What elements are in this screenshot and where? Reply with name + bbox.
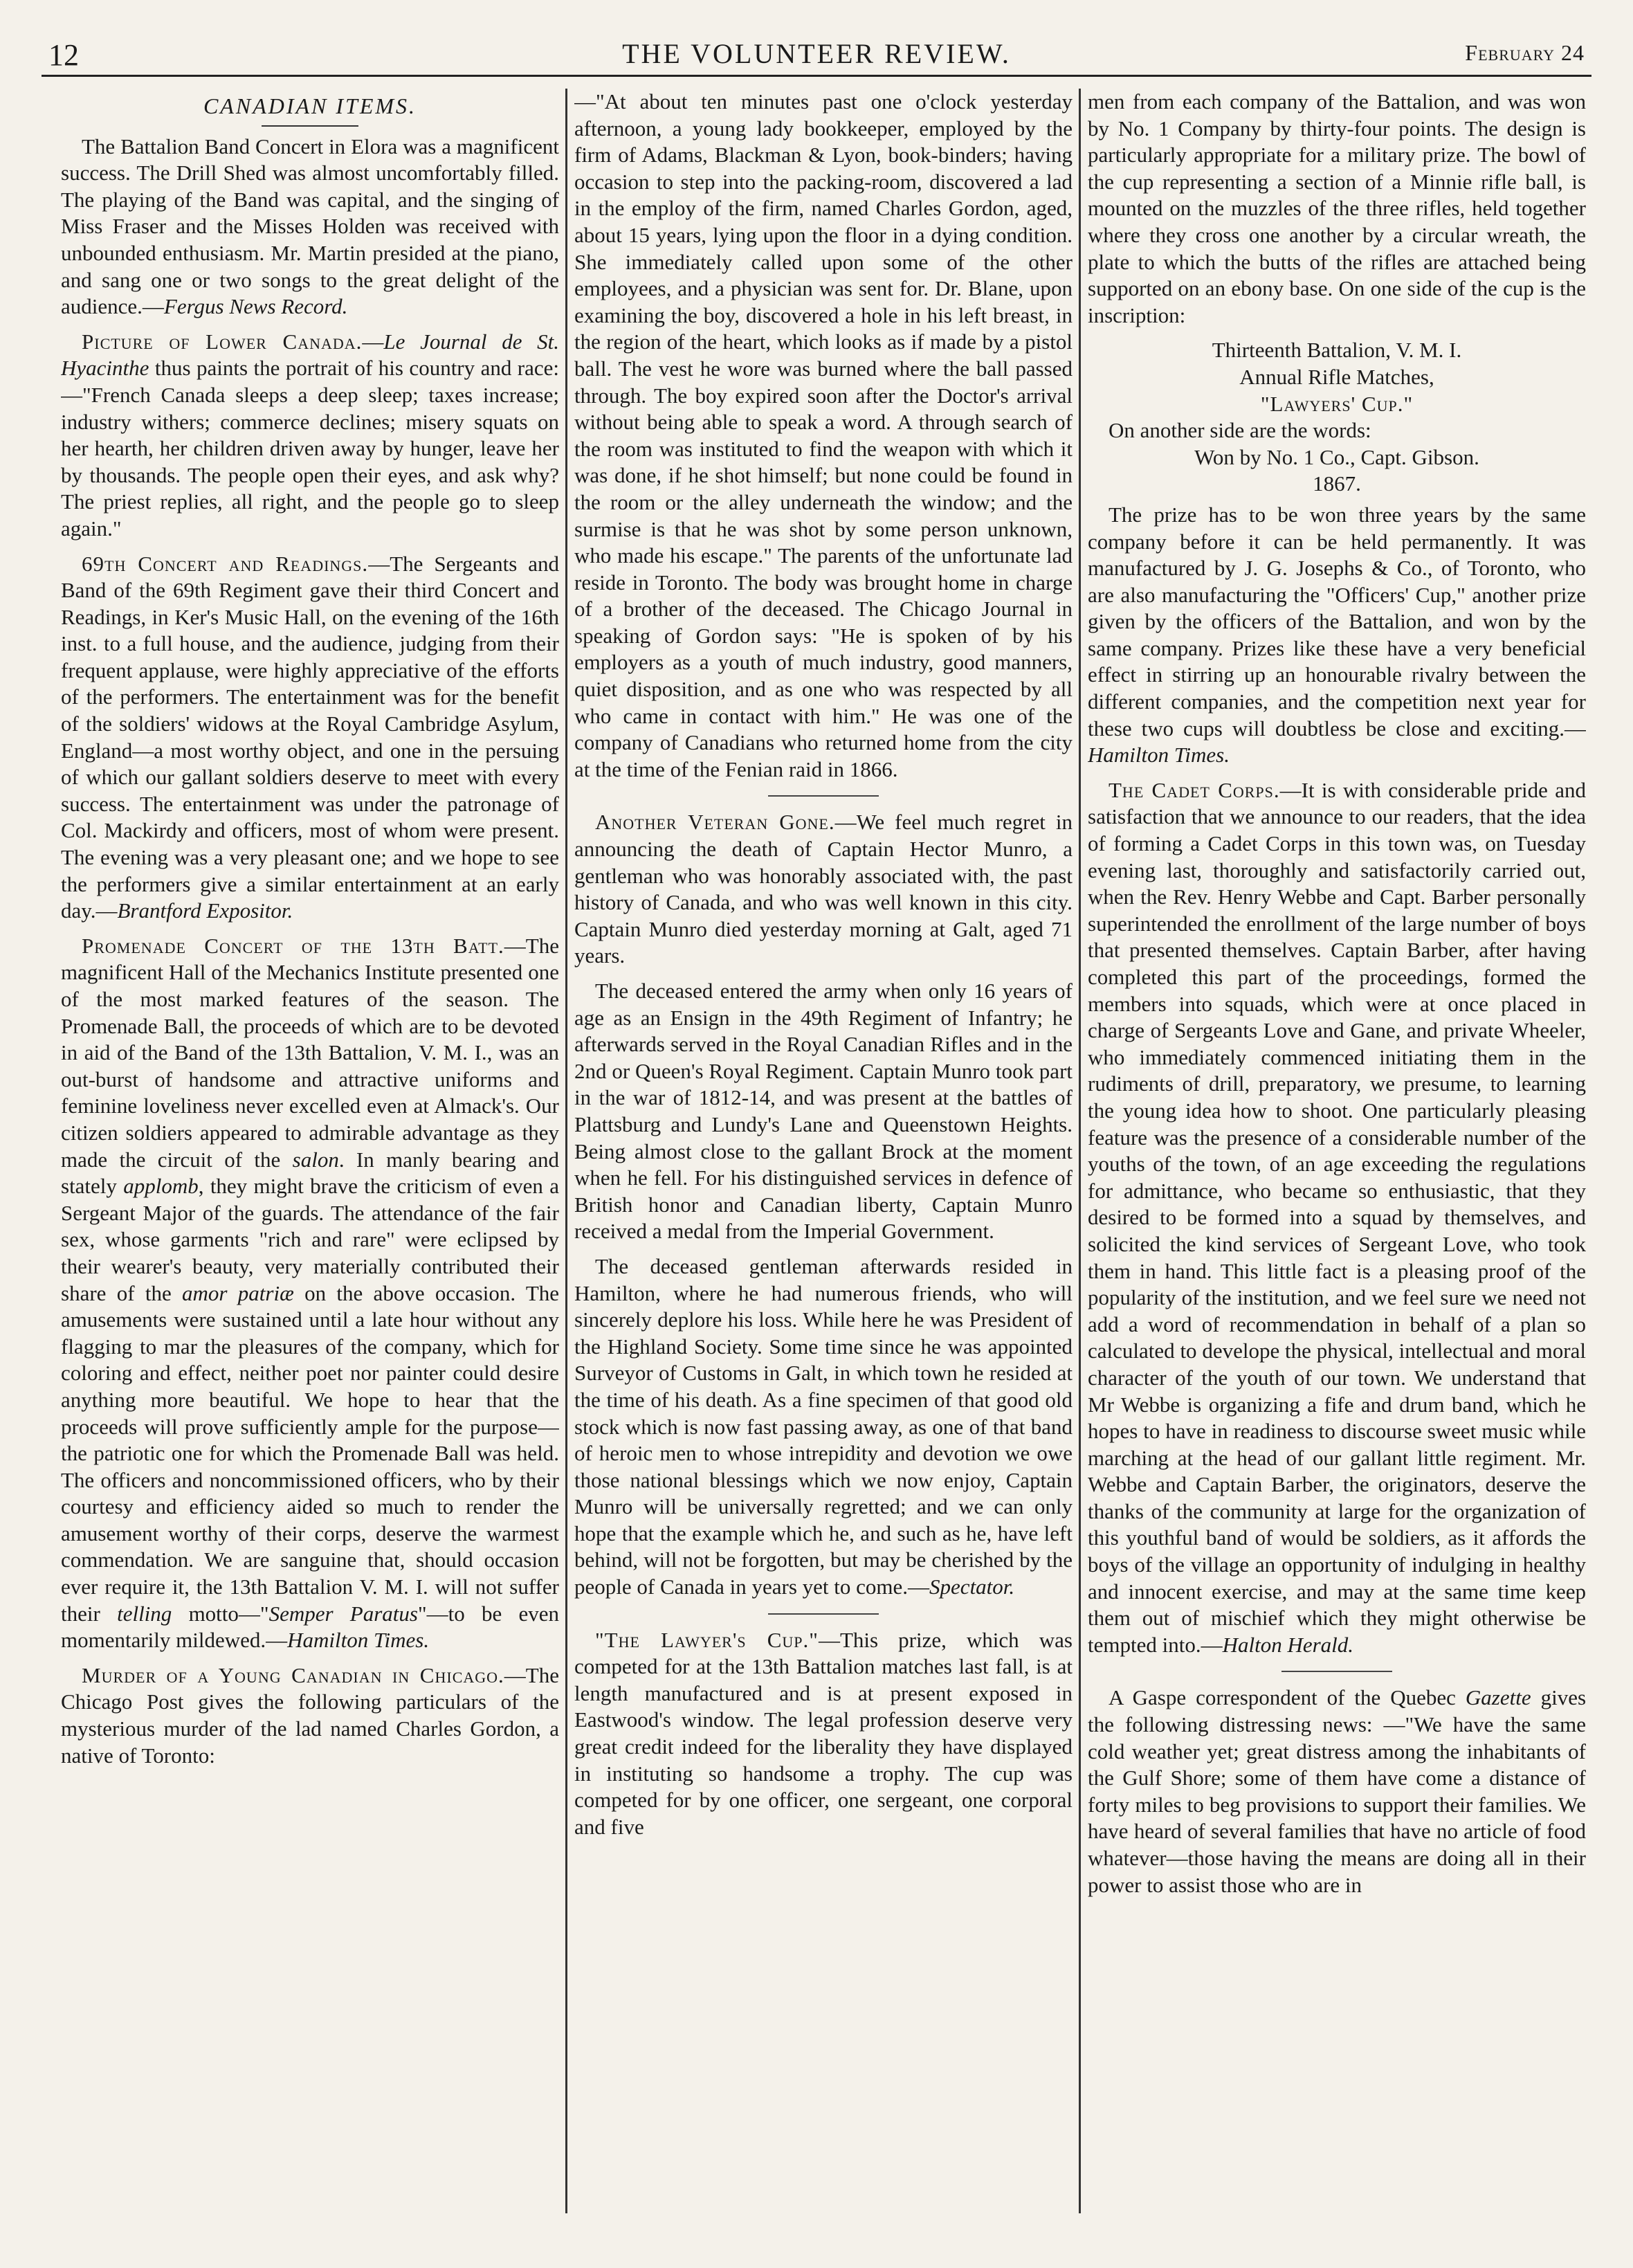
inscription-line: 1867. <box>1313 471 1361 496</box>
article-title: Another Veteran Gone. <box>595 810 835 835</box>
article-source: Fergus News Record. <box>163 294 348 319</box>
article-title: "The Lawyer's Cup." <box>595 1627 819 1652</box>
column-divider <box>565 89 567 2213</box>
column-1 <box>61 89 559 2234</box>
article-cadet-corps: The Cadet Corps.—It is with considerable pride and satisfaction that we announce to our readers, that the idea of forming a Cadet Corps in this town was, on Tuesday evening last, thoroughly and satisfactorily carried out, when the Rev. Henry Webbe and Capt. Barber personally superintended the enrollment of the large number of boys that presented themselves. Captain Barber, after having completed this part of the proceedings, formed the members into squads, which were at once placed in charge of Sergeants Love and Gane, and private Wheeler, who immediately commenced initiating them in the rudiments of drill, preparatory, we presume, to learning the young idea how to shoot. One particularly pleasing feature was the presence of a considerable number of the youths of the town, of an age exceeding the regulations for admittance, who became so enthusiastic, that they desired to be formed into a squad by themselves, and solicited the kind services of Sergeant Love, who took them in hand. This little fact is a pleasing proof of the popularity of the institution, and we feel sure we need not add a word of recommendation in behalf of a plan so calculated to develope the physical, intellectual and moral character of the youth of our town. We understand that Mr Webbe is organizing a fife and drum band, which he hopes to have in readiness to discourse sweet music while marching at the head of our gallant little regiment. Mr. Webbe and Captain Barber, the originators, deserve the thanks of the community at large for the organization of this youthful band of would be soldiers, as it affords the boys of the village an opportunity of indulging in healthy and innocent exercise, and may at the same time keep them out of mischief which they might otherwise be tempted into.—Halton Herald. <box>1088 777 1586 1657</box>
article-69th-concert: 69th Concert and Readings.—The Sergeants and Band of the 69th Regiment gave their third Concert and Readings, in Ker's Music Hall, on the evening of the 16th inst. to a full house, and the audience, judging from their frequent applause, were highly appreciative of the efforts of the performers. The entertainment was for the benefit of the soldiers' widows at the Royal Cambridge Asylum, England—a most worthy object, and one in the persuing of which our gallant soldiers deserve to meet with every success. The entertainment was under the patronage of Col. Mackirdy and officers, most of whom were present. The evening was a very pleasant one; and we hope to see the performers give a similar entertainment at an early day.—Brantford Expositor. <box>61 551 559 923</box>
article-lawyers-cup: "The Lawyer's Cup."—This prize, which was competed for at the 13th Battalion matches last fall, is at length manufactured and is at present exposed in Eastwood's window. The legal profession deserve very great credit indeed for the liberality they have displayed in instituting so handsome a trophy. The cup was competed for by one officer, one sergeant, one corporal and five <box>574 1627 1073 1839</box>
article-lower-canada: Picture of Lower Canada.—Le Journal de St. Hyacinthe thus paints the portrait of his country and race:—"French Canada sleeps a deep sleep; taxes increase; industry withers; commerce declines; misery squats on her hearth, her children driven away by hunger, leave her by thousands. The people open their eyes, and ask why? The priest replies, all right, and the people go to sleep again." <box>61 329 559 541</box>
section-heading: CANADIAN ITEMS. <box>203 93 417 118</box>
article-title: Murder of a Young Canadian in Chicago. <box>82 1662 504 1687</box>
article-gaspe: A Gaspe correspondent of the Quebec Gazette gives the following distressing news: —"We have the same cold weather yet; great distress among the inhabitants of the Gulf Shore; some of them have come a distance of forty miles to beg provisions to support their families. We have heard of several families that have no article of food whatever—those having the means are doing all in their power to assist those who are in <box>1088 1685 1586 1897</box>
inscription-line: "Lawyers' Cup." <box>1260 391 1414 416</box>
page-number: 12 <box>48 38 79 72</box>
article-source: Brantford Expositor. <box>117 898 293 923</box>
article-veteran: Another Veteran Gone.—We feel much regret in announcing the death of Captain Hector Munro, a gentleman who was honorably associated with, the past history of Canada, and who was well known in this city. Captain Munro died yesterday morning at Galt, aged 71 years. <box>574 810 1073 968</box>
inscription-line: Thirteenth Battalion, V. M. I. <box>1212 338 1462 363</box>
article-title: Picture of Lower Canada. <box>82 329 363 354</box>
heading-rule <box>262 125 358 127</box>
article-elora: The Battalion Band Concert in Elora was a magnificent success. The Drill Shed was almost uncomfortably filled. The playing of the Band was capital, and the singing of Miss Fraser and the Misses Holden was received with unbounded enthusiasm. Mr. Martin presided at the piano, and sang one or two songs to the great delight of the audience.—Fergus News Record. <box>61 134 559 319</box>
column-2 <box>574 89 1073 2234</box>
page-header <box>42 33 1591 77</box>
article-promenade: Promenade Concert of the 13th Batt.—The magnificent Hall of the Mechanics Institute presented one of the most marked features of the season. The Promenade Ball, the proceeds of which are to be devoted in aid of the Band of the 13th Battalion, V. M. I., was an out-burst of handsome and attractive uniforms and feminine loveliness never excelled even at Almack's. Our citizen soldiers appeared to admirable advantage as they made the circuit of the salon. In manly bearing and stately applomb, they might brave the criticism of even a Sergeant Major of the guards. The attendance of the fair sex, whose garments "rich and rare" were eclipsed by their wearer's beauty, very materially contributed their share of the amor patriæ on the above occasion. The amusements were sustained until a late hour without any flagging to mar the pleasures of the company, which for coloring and effect, neither poet nor painter could desire anything more beautiful. We hope to hear that the proceeds will prove sufficiently ample for the purpose—the patriotic one for which the Promenade Ball was held. The officers and noncommissioned officers, who by their courtesy and efficiency aided so much to render the amusement worthy of their corps, deserve the warmest commendation. We are sanguine that, should occasion ever require it, the 13th Battalion V. M. I. will not suffer their telling motto—"Semper Paratus"—to be even momentarily mildewed.—Hamilton Times. <box>61 933 559 1653</box>
article-source: Hamilton Times. <box>287 1628 430 1653</box>
newspaper-title: THE VOLUNTEER REVIEW. <box>622 38 1011 69</box>
article-veteran-hamilton: The deceased gentleman afterwards resided in Hamilton, where he had numerous friends, who will sincerely deplore his loss. While here he was President of the Highland Society. Some time since he was appointed Surveyor of Customs in Galt, in which town he resided at the time of his death. As a fine specimen of that good old stock which is now fast passing away, as one of that band of heroic men to whose intrepidity and devotion we owe those national blessings which we now enjoy, Captain Munro will be universally regretted; and we can only hope that the example which he, and such as he, have left behind, will not be forgotten, but may be cherished by the people of Canada in years yet to come.—Spectator. <box>574 1253 1073 1599</box>
article-cup-end: The prize has to be won three years by the same company before it can be held permanently. It was manufactured by J. G. Josephs & Co., of Toronto, who are also manufacturing the "Officers' Cup," another prize given by the officers of the Battalion, and won by the same company. Prizes like these have a very beneficial effect in stirring up an honourable rivalry between the different companies, and the competition next year for these two cups will doubtless be close and exciting.—Hamilton Times. <box>1088 502 1586 768</box>
article-cup-continued: men from each company of the Battalion, and was won by No. 1 Company by thirty-four points. The design is particularly appropriate for a military prize. The bowl of the cup representing a section of a Minnie rifle ball, is mounted on the muzzles of the three rifles, held together where they cross one another by a circular wreath, the plate to which the butts of the rifles are attached being supported on an ebony base. On one side of the cup is the inscription: <box>1088 89 1586 327</box>
article-cup-other-side: On another side are the words: <box>1109 418 1371 443</box>
column-3 <box>1088 89 1586 2234</box>
article-source: Hamilton Times. <box>1088 743 1230 768</box>
article-title: The Cadet Corps. <box>1109 777 1280 802</box>
article-source: Halton Herald. <box>1222 1632 1354 1657</box>
article-title: Promenade Concert of the 13th Batt. <box>82 933 504 958</box>
article-veteran-career: The deceased entered the army when only 16 years of age as an Ensign in the 49th Regiment of Infantry; he afterwards served in the Royal Canadian Rifles and in the 2nd or Queen's Royal Regiment. Captain Munro took part in the war of 1812-14, and was present at the battles of Plattsburg and Lundy's Lane and Queenstown Heights. Being almost close to the gallant Brock at the moment when he fell. For his distinguished services in defence of British honor and Canadian liberty, Captain Munro received a medal from the Imperial Government. <box>574 979 1073 1244</box>
article-murder-intro: Murder of a Young Canadian in Chicago.—The Chicago Post gives the following particulars of the mysterious murder of the lad named Charles Gordon, a native of Toronto: <box>61 1662 559 1768</box>
inscription-line: Won by No. 1 Co., Capt. Gibson. <box>1194 444 1479 469</box>
column-divider <box>1079 89 1081 2213</box>
article-source: Spectator. <box>929 1575 1015 1599</box>
article-title: 69th Concert and Readings. <box>82 551 369 576</box>
article-separator <box>1281 1671 1392 1672</box>
article-separator <box>768 795 879 797</box>
issue-date: February 24 <box>1465 40 1585 65</box>
article-source: Le Journal de St. Hyacinthe <box>61 329 559 381</box>
article-separator <box>768 1613 879 1615</box>
inscription-line: Annual Rifle Matches, <box>1239 364 1434 389</box>
article-murder-quote: —"At about ten minutes past one o'clock yesterday afternoon, a young lady bookkeeper, employed by the firm of Adams, Blackman & Lyon, book-binders; having occasion to step into the packing-room, discovered a lad in the employ of the firm, named Charles Gordon, aged, about 15 years, lying upon the floor in a dying condition. She immediately called upon some of the other employees, and a physician was sent for. Dr. Blane, upon examining the boy, discovered a hole in his left breast, in the region of the heart, which looks as if made by a pistol ball. The vest he wore was burned where the ball passed through. The boy expired soon after the Doctor's arrival without being able to speak a word. A through search of the room was instituted to find the weapon with which it was done, if he shot himself; but none could be found in the room or the alley underneath the window; and the surmise is that he was shot by some person unknown, who made his escape." The parents of the unfortunate lad reside in Toronto. The body was brought home in charge of a brother of the deceased. The Chicago Journal in speaking of Gordon says: "He is spoken of by his employers as a youth of much industry, good manners, quiet disposition, and as one who was respected by all who came in contact with him." He was one of the company of Canadians who returned home from the city at the time of the Fenian raid in 1866. <box>574 89 1073 781</box>
